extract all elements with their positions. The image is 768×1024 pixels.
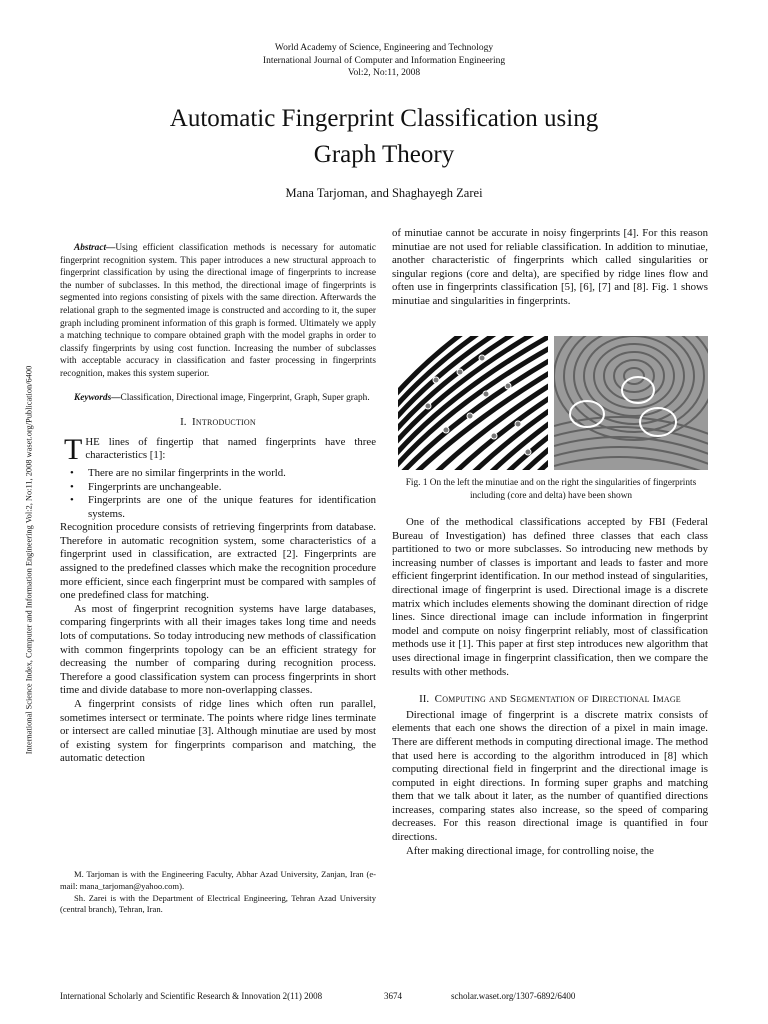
footnote-1: M. Tarjoman is with the Engineering Faculty, Abhar Azad University, Zanjan, Iran (e-mail: mana_tarjoman@yahoo.com).: [60, 869, 376, 891]
title-line-2: Graph Theory: [313, 141, 455, 168]
footnote-2: Sh. Zarei is with the Department of Electrical Engineering, Tehran Azad University (central branch), Tehran, Iran.: [60, 892, 376, 915]
paragraph-databases: As most of fingerprint recognition systems have large databases, comparing fingerprints with all their images takes long time and needs lots of computations. So today introducing new methods of classification with common fingerprints topology can be an efficient strategy for decreasing the number of comparing during recognition process. Therefore a good classification system can process fingerprints in short time and divide database to more non-overlapping classes.: [60, 602, 376, 697]
abstract: [60, 242, 376, 381]
page-number: 3674: [384, 991, 402, 1001]
figure-singularities-image: [554, 336, 708, 470]
section-2-heading: [392, 693, 708, 707]
section-1-heading: [60, 416, 376, 430]
section-1-numeral: I.: [180, 416, 187, 429]
footer-url[interactable]: scholar.waset.org/1307-6892/6400: [451, 991, 576, 1001]
list-item: • Fingerprints are one of the unique features for identification systems.: [60, 494, 376, 521]
abstract-dash: —: [106, 243, 116, 253]
left-column: [60, 242, 376, 766]
section-1-title: Introduction: [192, 416, 256, 429]
section-2-numeral: II.: [419, 693, 430, 706]
abstract-label: Abstract: [74, 243, 107, 253]
header-line-1: World Academy of Science, Engineering and Technology: [274, 43, 494, 53]
right-column: [392, 227, 708, 309]
singularities-fingerprint-icon: [554, 336, 708, 470]
footnotes: [60, 869, 376, 916]
keywords-dash: —: [111, 392, 121, 403]
minutiae-fingerprint-icon: [398, 336, 548, 470]
paragraph-fbi: One of the methodical classifications accepted by FBI (Federal Bureau of Investigation) has defined three classes that each class partitioned to two or more subclasses. So introducing new methods by increasing number of classes is important and leads to faster and more efficient fingerprint identification. In our method instead of singularities, directional image of fingerprint is used. Directional image is a discrete matrix which includes elements showing the dominant direction of ridge lines. Since directional image can include information in fingerprint model and compute on noisy fingerprint reliably, most of classification methods use it [1]. This paper at first step introduces new algorithm that uses directional image in fingerprint classification, then we compare the results with other methods.: [392, 516, 708, 678]
keywords-label: Keywords: [74, 392, 112, 403]
characteristics-list: [60, 467, 376, 521]
header-line-3: Vol:2, No:11, 2008: [347, 68, 421, 78]
paper-title: [60, 101, 708, 173]
footer-left: International Scholarly and Scientific Research & Innovation 2(11) 2008: [60, 991, 323, 1001]
paragraph-ridge-lines: A fingerprint consists of ridge lines which often run parallel, sometimes intersect or terminate. The points where ridge lines terminate or intersect are called minutiae [3]. Although minutiae are used by most of existing system for fingerprints comparison and matching, the automatic detection: [60, 698, 376, 765]
abstract-text: Using efficient classification methods is necessary for automatic fingerprint recognition system. This paper introduces a new structural approach to fingerprint classification by using the directional image of fingerprints to increase the number of subclasses. In this method, the directional image of fingerprints is segmented into regions consisting of pixels with the same direction. Afterwards the relational graph to the segmented image is constructed and according to it, the super graph including prominent information of this graph is formed. Ultimately we apply a matching technique to compare obtained graph with the model graphs in order to classify fingerprints by using cost function. Increasing the number of subclasses with acceptable accuracy in classification and faster processing in fingerprints recognition, makes this system superior.: [60, 243, 376, 379]
intro-text: HE lines of fingertip that named fingerprints have three characteristics [1]:: [85, 435, 376, 462]
list-item: • Fingerprints are unchangeable.: [60, 481, 376, 495]
intro-paragraph: [60, 432, 376, 466]
keywords: [60, 392, 376, 405]
list-item: • There are no similar fingerprints in the world.: [60, 467, 376, 481]
drop-cap: T: [64, 432, 83, 466]
section-2-title: Computing and Segmentation of Directional Image: [434, 693, 681, 706]
header-line-2: International Journal of Computer and Information Engineering: [262, 55, 506, 66]
figure-minutiae-image: [398, 336, 548, 470]
side-index-text: [22, 330, 36, 790]
paragraph-directional-image: Directional image of fingerprint is a discrete matrix consists of elements that each one shows the direction of a pixel in main image. There are different methods in computing directional image. The method that used here is according to the algorithm introduced in [8] which computing directional field in fingerprint and the directional image is computed in eight directions. In forming super graphs and matching them that we talk about it later, as the number of quantified directions increases, comparing states also increase, so the speed of comparing decreases. For this reason directional image is quantified in four directions.: [392, 708, 708, 844]
keywords-text: Classification, Directional image, Fingerprint, Graph, Super graph.: [120, 392, 370, 403]
title-line-1: Automatic Fingerprint Classification using: [169, 105, 599, 132]
figure-caption: Fig. 1 On the left the minutiae and on the right the singularities of fingerprints including (core and delta) have been shown: [405, 478, 697, 501]
right-column-lower: [392, 516, 708, 858]
paragraph-noise: After making directional image, for controlling noise, the: [406, 844, 654, 857]
authors: Mana Tarjoman, and Shaghayegh Zarei: [285, 186, 483, 200]
journal-header: [0, 42, 768, 80]
paragraph-minutiae: of minutiae cannot be accurate in noisy fingerprints [4]. For this reason minutiae are not used for reliable classification. In addition to minutiae, another characteristic of fingerprints which called singularities or singular regions (core and delta), are specified by ridge lines flow and often use in fingerprints classification [5], [6], [7] and [8]. Fig. 1 shows minutiae and singularities in fingerprints.: [392, 227, 708, 307]
paragraph-recognition: Recognition procedure consists of retrieving fingerprints from database. Therefore in automatic recognition system, some characteristics of a fingerprint used in classification, are extracted [2]. Fingerprints are assigned to the predefined classes which make the recognition procedure more efficient, since each fingerprint must be compared with samples of one predefined class for matching.: [60, 521, 376, 602]
side-index-label: International Science Index, Computer and Information Engineering Vol:2, No:11, 2008 waset.org/Publication/6400: [24, 365, 34, 755]
